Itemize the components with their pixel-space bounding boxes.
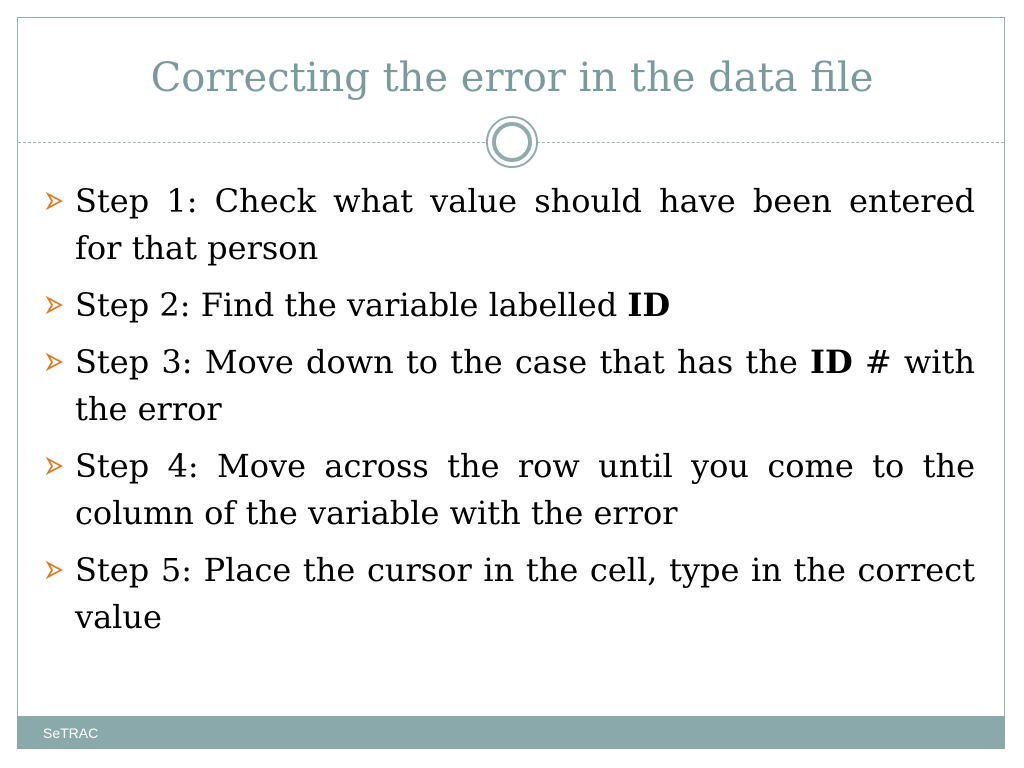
bullet-item (45, 547, 975, 641)
bullet-list (45, 178, 975, 651)
arrow-right-outline-icon (45, 191, 65, 211)
bullet-text: Step 1: Check what value should have been entered for that person (75, 182, 975, 267)
footer-bar (17, 716, 1005, 749)
bullet-bold-text: ID (809, 343, 853, 381)
bullet-bold-text: ID (627, 286, 671, 324)
arrow-right-outline-icon (45, 352, 65, 372)
bullet-text: Step 3: Move down to the case that has the (75, 343, 810, 381)
bullet-text: Step 5: Place the cursor in the cell, type in the correct value (75, 551, 975, 636)
inner-circle (492, 122, 532, 162)
arrow-right-outline-icon (45, 295, 65, 315)
slide-title: Correcting the error in the data file (150, 55, 874, 101)
footer-label: SeTRAC (43, 725, 99, 741)
double-circle-icon (486, 116, 538, 168)
bullet-text: # with the error (75, 343, 976, 428)
bullet-text: Step 2: Find the variable labelled (75, 286, 628, 324)
arrow-right-outline-icon (45, 456, 65, 476)
bullet-item (45, 282, 975, 329)
bullet-item (45, 178, 975, 272)
arrow-right-outline-icon (45, 560, 65, 580)
bullet-item (45, 443, 975, 537)
bullet-text: Step 4: Move across the row until you come to the column of the variable with the error (75, 447, 975, 532)
bullet-item (45, 339, 975, 433)
